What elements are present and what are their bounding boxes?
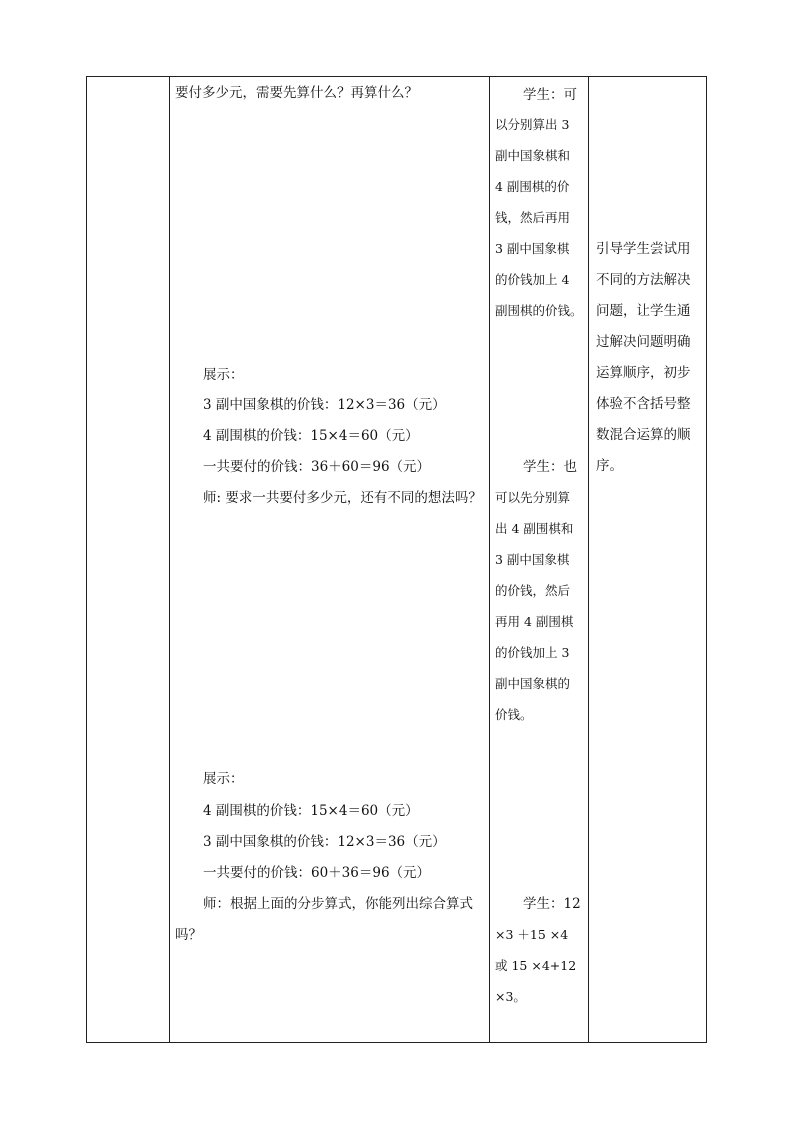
intent-line: 不同的方法解决 xyxy=(596,272,691,288)
teacher-question-1: 师: 要求一共要付多少元，还有不同的想法吗？ xyxy=(203,490,482,506)
student-answer-2-line: 可以先分别算 xyxy=(495,490,571,505)
student-answer-1-line: 钱，然后再用 xyxy=(495,210,571,225)
lesson-table xyxy=(86,76,707,1043)
student-answer-1-line: 4 副围棋的价 xyxy=(495,179,570,194)
intent-line: 数混合运算的顺 xyxy=(596,427,691,443)
student-answer-2-line: 的价钱加上 3 xyxy=(495,645,570,660)
student-answer-2-line: 的价钱，然后 xyxy=(495,583,571,598)
student-activity-cell xyxy=(489,77,588,1042)
student-answer-3-line: ×3。 xyxy=(495,989,526,1004)
show1-title: 展示： xyxy=(203,367,244,383)
student-answer-1-line: 学生：可 xyxy=(523,87,577,103)
student-answer-2-line: 价钱。 xyxy=(495,707,533,722)
intent-line: 体验不含括号整 xyxy=(596,396,691,412)
teacher-question-2-line2: 吗？ xyxy=(175,927,202,943)
student-answer-2-line: 学生：也 xyxy=(523,459,577,475)
student-answer-1-line: 副围棋的价钱。 xyxy=(495,303,583,318)
show1-line3: 一共要付的价钱：36＋60＝96（元） xyxy=(203,459,431,475)
student-answer-2-line: 再用 4 副围棋 xyxy=(495,614,574,629)
show1-line1: 3 副中国象棋的价钱：12×3＝36（元） xyxy=(203,397,446,413)
teacher-activity-cell xyxy=(169,77,489,1042)
intent-line: 问题，让学生通 xyxy=(596,303,691,319)
show2-line1: 4 副围棋的价钱：15×4＝60（元） xyxy=(203,803,419,819)
show2-line3: 一共要付的价钱：60＋36＝96（元） xyxy=(203,865,431,881)
student-answer-3-line: 或 15 ×4+12 xyxy=(495,958,577,973)
student-answer-1-line: 3 副中国象棋 xyxy=(495,241,570,256)
student-answer-1-line: 的价钱加上 4 xyxy=(495,272,570,287)
student-answer-1-line: 以分别算出 3 xyxy=(495,117,570,132)
design-intent-cell xyxy=(588,77,708,1042)
intent-line: 引导学生尝试用 xyxy=(596,241,691,257)
intent-line: 运算顺序，初步 xyxy=(596,365,691,381)
question-text: 要付多少元，需要先算什么？再算什么？ xyxy=(175,85,418,101)
intent-line: 过解决问题明确 xyxy=(596,334,691,350)
teacher-question-2-line1: 师：根据上面的分步算式，你能列出综合算式 xyxy=(203,896,473,912)
stage-cell xyxy=(87,77,169,1042)
show2-title: 展示： xyxy=(203,771,244,787)
student-answer-2-line: 出 4 副围棋和 xyxy=(495,521,574,536)
show1-line2: 4 副围棋的价钱：15×4＝60（元） xyxy=(203,428,419,444)
intent-line: 序。 xyxy=(596,458,623,474)
student-answer-2-line: 3 副中国象棋 xyxy=(495,552,570,567)
student-answer-2-line: 副中国象棋的 xyxy=(495,676,571,691)
student-answer-3-line: ×3 ＋15 ×4 xyxy=(495,927,569,942)
show2-line2: 3 副中国象棋的价钱：12×3＝36（元） xyxy=(203,834,446,850)
student-answer-3-line: 学生：12 xyxy=(523,896,581,912)
student-answer-1-line: 副中国象棋和 xyxy=(495,148,571,163)
